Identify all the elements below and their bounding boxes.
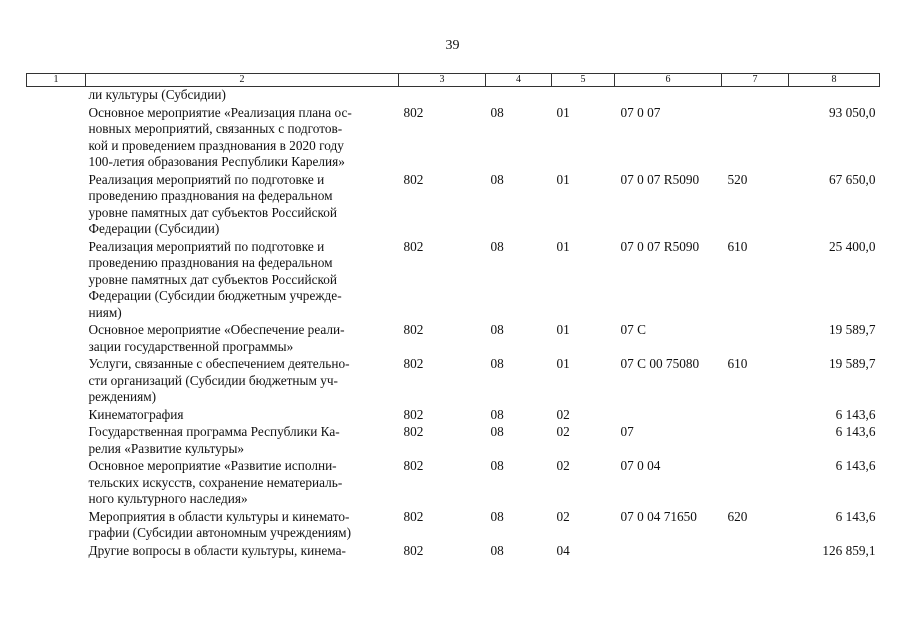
column-header-5: 5 — [552, 74, 615, 87]
table-row — [27, 172, 880, 239]
column-header-7: 7 — [722, 74, 789, 87]
row-expense-type-cell — [722, 543, 789, 561]
row-sum-cell: 6 143,6 — [835, 508, 876, 524]
row-number-cell — [27, 87, 86, 105]
row-expense-type-cell — [722, 105, 789, 172]
row-name-line: Услуги, связанные с обеспечением деятельно- — [88, 356, 350, 371]
row-name-cell — [86, 458, 399, 509]
row-code-cell: 802 — [403, 171, 424, 187]
row-expense-type-cell: 610 — [727, 238, 748, 254]
table-row — [27, 322, 880, 356]
row-name-line: графии (Субсидии автономным учреждениям) — [88, 525, 351, 540]
table-row — [27, 239, 880, 323]
row-target-article-cell: 07 0 07 — [620, 104, 661, 120]
row-name-line: проведению празднования на федеральном — [88, 188, 333, 203]
row-sum-cell: 25 400,0 — [828, 238, 876, 254]
row-name-line: 100-летия образования Республики Карелия» — [88, 154, 345, 169]
table-row — [27, 356, 880, 407]
row-section-cell — [486, 87, 552, 105]
row-code-cell: 802 — [403, 542, 424, 558]
row-section-cell: 08 — [490, 458, 504, 473]
column-header-4: 4 — [486, 74, 552, 87]
row-name-line: сти организаций (Субсидии бюджетным уч- — [88, 372, 338, 388]
row-name-line: Основное мероприятие «Реализация плана ос- — [88, 104, 352, 120]
table-row — [27, 105, 880, 172]
table-row — [27, 543, 880, 561]
row-code-cell: 802 — [403, 104, 424, 120]
row-section-cell: 08 — [490, 322, 504, 337]
column-header-6: 6 — [615, 74, 722, 87]
row-name-line: Другие вопросы в области культуры, кинема- — [88, 542, 346, 558]
row-number-cell — [27, 239, 86, 323]
row-name-line: Федерации (Субсидии) — [88, 221, 220, 236]
column-header-8: 8 — [789, 74, 880, 87]
row-number-cell — [27, 509, 86, 543]
row-code-cell: 802 — [403, 508, 424, 524]
row-sum-cell: 19 589,7 — [828, 356, 876, 371]
row-code-cell: 802 — [403, 322, 424, 337]
row-section-cell: 08 — [490, 356, 504, 371]
table-row — [27, 407, 880, 425]
table-row — [27, 87, 880, 105]
row-number-cell — [27, 543, 86, 561]
row-name-line: Реализация мероприятий по подготовке и — [88, 171, 325, 187]
row-expense-type-cell — [722, 458, 789, 509]
row-target-article-cell — [615, 543, 722, 561]
row-name-line: тельских искусств, сохранение нематериаль- — [88, 474, 343, 490]
table-body — [27, 87, 880, 561]
row-section-cell: 08 — [490, 424, 504, 439]
row-subsection-cell: 01 — [556, 171, 570, 187]
row-name-cell — [86, 105, 399, 172]
row-expense-type-cell — [722, 424, 789, 458]
row-name-line: уровне памятных дат субъектов Российской — [88, 271, 338, 287]
row-name-cell — [86, 356, 399, 407]
row-name-cell — [86, 239, 399, 323]
row-sum-cell: 93 050,0 — [828, 104, 876, 120]
row-target-article-cell — [615, 407, 722, 425]
row-target-article-cell: 07 0 07 R5090 — [620, 238, 700, 254]
row-name-cell — [86, 424, 399, 458]
row-name-line: ниям) — [88, 304, 122, 320]
row-code-cell: 802 — [403, 424, 424, 439]
row-sum-cell: 6 143,6 — [835, 406, 876, 422]
row-number-cell — [27, 172, 86, 239]
row-name-line: новных мероприятий, связанных с подготов- — [88, 121, 343, 136]
row-number-cell — [27, 322, 86, 356]
row-name-line: Основное мероприятие «Обеспечение реали- — [88, 322, 345, 337]
row-subsection-cell: 01 — [556, 322, 570, 337]
row-expense-type-cell: 620 — [727, 508, 748, 524]
row-name-line: кой и проведением празднования в 2020 году — [88, 137, 344, 153]
row-target-article-cell: 07 0 07 R5090 — [620, 171, 700, 187]
row-name-line: ного культурного наследия» — [88, 491, 248, 506]
row-expense-type-cell: 520 — [727, 171, 748, 187]
row-subsection-cell — [552, 87, 615, 105]
row-subsection-cell: 02 — [556, 458, 570, 473]
row-sum-cell: 126 859,1 — [822, 542, 876, 558]
row-name-line: Кинематография — [88, 406, 184, 422]
row-expense-type-cell — [722, 407, 789, 425]
row-section-cell: 08 — [490, 238, 504, 254]
row-expense-type-cell — [722, 87, 789, 105]
row-name-cell — [86, 172, 399, 239]
row-sum-cell: 19 589,7 — [828, 322, 876, 337]
row-name-line: релия «Развитие культуры» — [88, 440, 245, 456]
row-sum-cell: 67 650,0 — [828, 171, 876, 187]
row-name-line: Реализация мероприятий по подготовке и — [88, 238, 325, 254]
row-sum-cell: 6 143,6 — [835, 458, 876, 473]
row-code-cell: 802 — [403, 238, 424, 254]
table-row — [27, 424, 880, 458]
row-sum-cell — [789, 87, 880, 105]
row-sum-cell: 6 143,6 — [835, 424, 876, 439]
row-subsection-cell: 04 — [556, 542, 570, 558]
row-name-line: Основное мероприятие «Развитие исполни- — [88, 458, 337, 473]
row-subsection-cell: 02 — [556, 508, 570, 524]
row-name-cell — [86, 87, 399, 105]
row-section-cell: 08 — [490, 406, 504, 422]
row-code-cell: 802 — [403, 406, 424, 422]
row-name-line: Государственная программа Республики Ка- — [88, 424, 340, 439]
row-target-article-cell: 07 0 04 71650 — [620, 508, 697, 524]
row-section-cell: 08 — [490, 508, 504, 524]
table-row — [27, 458, 880, 509]
row-section-cell: 08 — [490, 542, 504, 558]
row-name-cell — [86, 407, 399, 425]
row-name-line: Мероприятия в области культуры и кинемато- — [88, 508, 350, 524]
column-header-2: 2 — [86, 74, 399, 87]
page-number: 39 — [445, 38, 460, 53]
row-target-article-cell: 07 0 04 — [620, 458, 661, 473]
row-subsection-cell: 01 — [556, 356, 570, 371]
row-subsection-cell: 02 — [556, 406, 570, 422]
row-name-line: реждениям) — [88, 389, 157, 404]
row-name-line: ли культуры (Субсидии) — [88, 87, 226, 102]
row-name-line: Федерации (Субсидии бюджетным учрежде- — [88, 288, 342, 303]
row-section-cell: 08 — [490, 171, 504, 187]
row-subsection-cell: 02 — [556, 424, 570, 439]
row-target-article-cell — [615, 87, 722, 105]
row-number-cell — [27, 105, 86, 172]
row-target-article-cell: 07 С 00 75080 — [620, 356, 700, 371]
row-number-cell — [27, 424, 86, 458]
row-subsection-cell: 01 — [556, 238, 570, 254]
row-code-cell — [399, 87, 486, 105]
row-target-article-cell: 07 — [620, 424, 634, 439]
row-number-cell — [27, 356, 86, 407]
row-expense-type-cell — [722, 322, 789, 356]
row-name-line: уровне памятных дат субъектов Российской — [88, 204, 338, 220]
row-name-cell — [86, 322, 399, 356]
column-header-1: 1 — [27, 74, 86, 87]
header-row — [27, 74, 880, 87]
row-expense-type-cell: 610 — [727, 356, 748, 371]
row-name-line: проведению празднования на федеральном — [88, 255, 333, 270]
row-number-cell — [27, 407, 86, 425]
row-code-cell: 802 — [403, 458, 424, 473]
row-code-cell: 802 — [403, 356, 424, 371]
row-name-cell — [86, 509, 399, 543]
row-name-cell — [86, 543, 399, 561]
row-subsection-cell: 01 — [556, 104, 570, 120]
budget-table — [26, 73, 880, 560]
row-number-cell — [27, 458, 86, 509]
column-header-3: 3 — [399, 74, 486, 87]
table-row — [27, 509, 880, 543]
row-target-article-cell: 07 С — [620, 322, 646, 337]
row-name-line: зации государственной программы» — [88, 338, 294, 354]
row-section-cell: 08 — [490, 104, 504, 120]
